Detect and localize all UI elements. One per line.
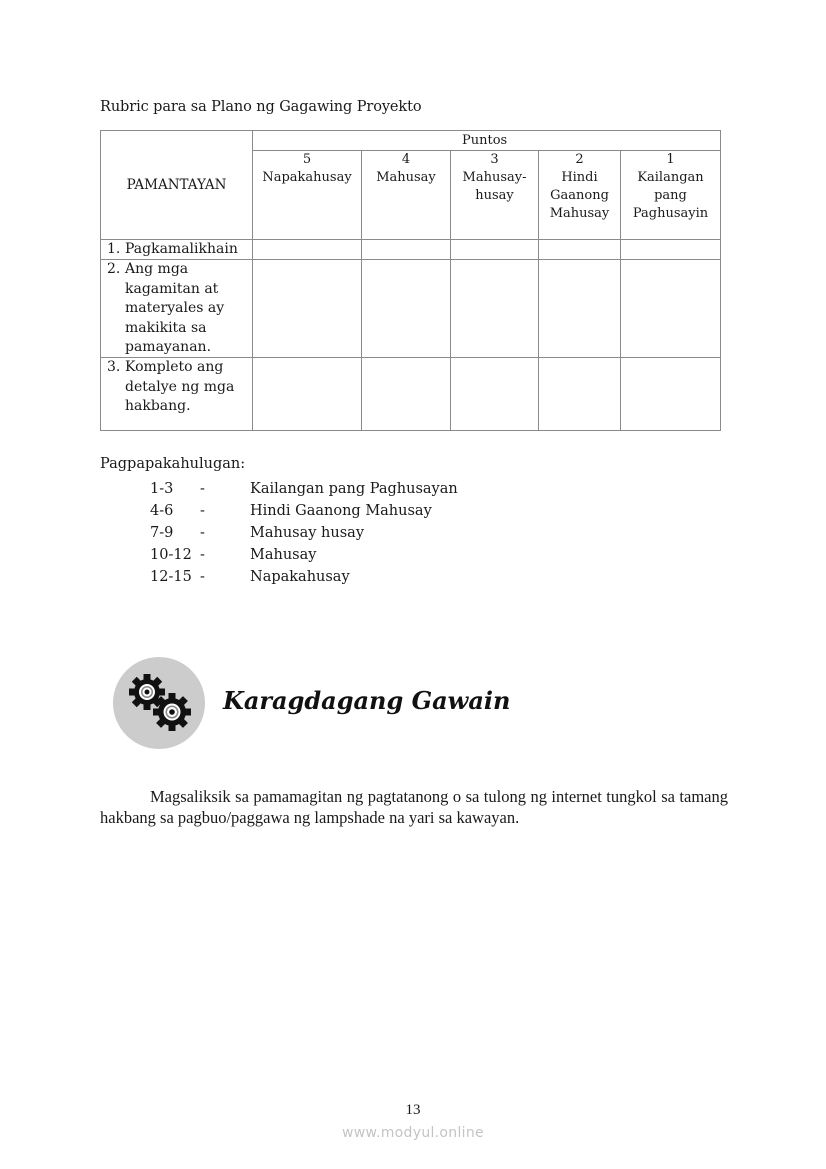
points-header: Puntos [253,131,721,151]
table-row [101,240,721,260]
criteria-header: PAMANTAYAN [101,131,253,240]
score-cell [451,260,539,358]
score-cell [362,260,451,358]
score-cell [539,240,621,260]
score-cell [451,240,539,260]
criterion-2: 2. Ang mga kagamitan at materyales ay makikita sa pamayanan. [101,260,253,358]
interpretation-list [150,478,458,588]
page-number: 13 [405,1102,421,1118]
activity-paragraph: Magsaliksik sa pamamagitan ng pagtatanong o sa tulong ng internet tungkol sa tamang hakbang sa pagbuo/paggawa ng lampshade na yari sa kawayan. [100,787,728,827]
criterion-3: 3. Kompleto ang detalye ng mga hakbang. [101,358,253,431]
table-row [101,260,721,358]
list-item: 1-3 - Kailangan pang Paghusayan [150,481,458,497]
score-cell [539,358,621,431]
level-1: 1 Kailangan pang Paghusayin [621,151,721,240]
level-3: 3 Mahusay- husay [451,151,539,240]
section-title: Karagdagang Gawain [223,686,511,715]
gears-icon [113,657,205,749]
level-5: 5 Napakahusay [253,151,362,240]
score-cell [539,260,621,358]
score-cell [253,240,362,260]
score-cell [253,260,362,358]
rubric-caption: Rubric para sa Plano ng Gagawing Proyekto [100,99,422,115]
rubric-header-row-points [101,131,721,151]
criterion-1: 1. Pagkamalikhain [101,240,253,260]
list-item: 12-15 - Napakahusay [150,569,350,585]
score-cell [621,358,721,431]
interpretation-title: Pagpapakahulugan: [100,456,246,472]
score-cell [621,260,721,358]
level-2: 2 Hindi Gaanong Mahusay [539,151,621,240]
score-cell [362,240,451,260]
score-cell [451,358,539,431]
score-cell [621,240,721,260]
table-row [101,358,721,431]
list-item: 10-12 - Mahusay [150,547,317,563]
list-item: 4-6 - Hindi Gaanong Mahusay [150,503,432,519]
watermark: www.modyul.online [342,1125,484,1141]
score-cell [253,358,362,431]
list-item: 7-9 - Mahusay husay [150,525,365,541]
level-4: 4 Mahusay [362,151,451,240]
score-cell [362,358,451,431]
rubric-table [100,130,721,431]
